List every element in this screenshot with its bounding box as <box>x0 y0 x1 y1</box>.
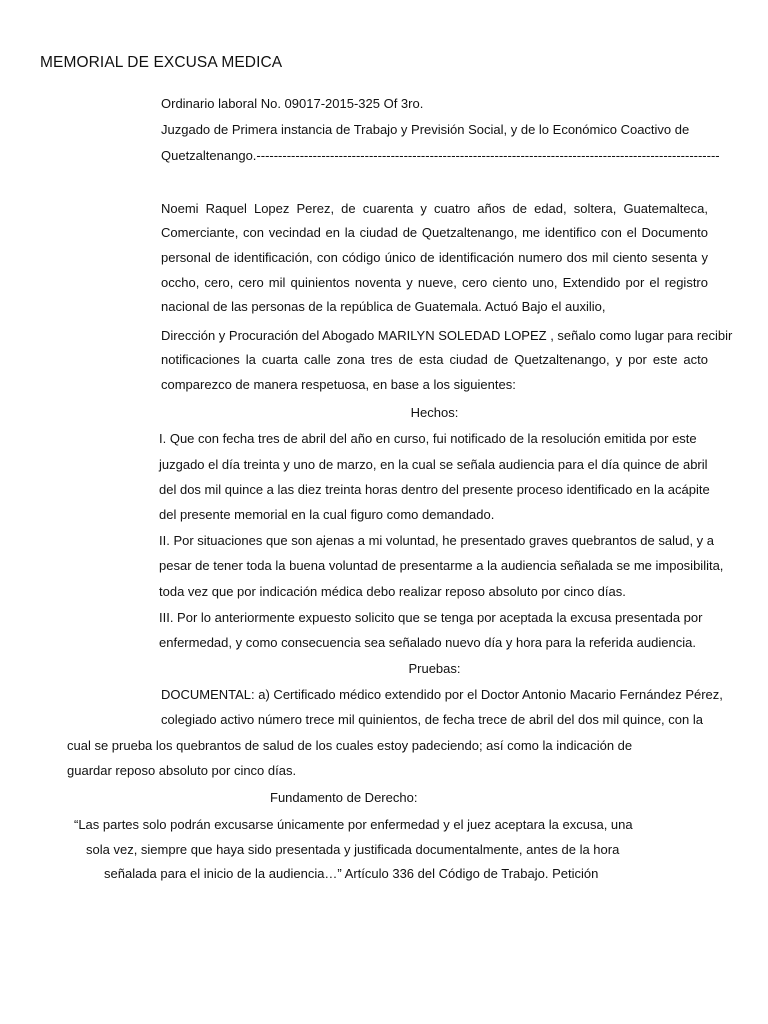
court-line-2: Quetzaltenango.----------------------------------------------------------------------------------------------------------- <box>161 148 720 163</box>
hechos-line: II. Por situaciones que son ajenas a mi voluntad, he presentado graves quebrantos de salud, y a <box>159 533 715 548</box>
intro-line: Dirección y Procuración del Abogado MARILYN SOLEDAD LOPEZ , señalo como lugar para recibir <box>161 328 733 343</box>
case-number-line: Ordinario laboral No. 09017-2015-325 Of 3ro. <box>161 96 424 111</box>
intro-line: notificaciones la cuarta calle zona tres de esta ciudad de Quetzaltenango, y por este acto <box>161 352 708 367</box>
hechos-line: toda vez que por indicación médica debo realizar reposo absoluto por cinco días. <box>159 584 626 599</box>
hechos-line: del presente memorial en la cual figuro como demandado. <box>159 507 495 522</box>
intro-line: Noemi Raquel Lopez Perez, de cuarenta y cuatro años de edad, soltera, Guatemalteca, <box>161 201 708 216</box>
pruebas-line: guardar reposo absoluto por cinco días. <box>67 763 297 778</box>
hechos-line: pesar de tener toda la buena voluntad de presentarme a la audiencia señalada se me imposibilita, <box>159 558 724 573</box>
fundamento-line: “Las partes solo podrán excusarse únicamente por enfermedad y el juez aceptara la excusa, una <box>74 817 633 832</box>
intro-line: Comerciante, con vecindad en la ciudad de Quetzaltenango, me identifico con el Documento <box>161 225 708 240</box>
pruebas-line: cual se prueba los quebrantos de salud de los cuales estoy padeciendo; así como la indicación de <box>67 738 633 753</box>
intro-line: personal de identificación, con código único de identificación numero dos mil ciento sesenta y <box>161 250 708 265</box>
pruebas-line: colegiado activo número trece mil quinientos, de fecha trece de abril del dos mil quince, con la <box>161 712 703 727</box>
intro-line: comparezco de manera respetuosa, en base a los siguientes: <box>161 377 516 392</box>
pruebas-line: DOCUMENTAL: a) Certificado médico extendido por el Doctor Antonio Macario Fernández Pérez, <box>161 687 723 702</box>
hechos-line: enfermedad, y como consecuencia sea señalado nuevo día y hora para la referida audiencia. <box>159 635 696 650</box>
hechos-line: I. Que con fecha tres de abril del año en curso, fui notificado de la resolución emitida por este <box>159 431 697 446</box>
fundamento-heading: Fundamento de Derecho: <box>270 790 418 805</box>
pruebas-heading: Pruebas: <box>408 661 461 676</box>
court-line-1: Juzgado de Primera instancia de Trabajo y Previsión Social, y de lo Económico Coactivo de <box>161 122 690 137</box>
document-title: MEMORIAL DE EXCUSA MEDICA <box>40 54 283 71</box>
fundamento-line: señalada para el inicio de la audiencia…” Artículo 336 del Código de Trabajo. Petición <box>104 866 599 881</box>
hechos-line: del dos mil quince a las diez treinta horas dentro del presente proceso identificado en la acápite <box>159 482 710 497</box>
hechos-line: juzgado el día treinta y uno de marzo, en la cual se señala audiencia para el día quince de abril <box>159 457 708 472</box>
hechos-line: III. Por lo anteriormente expuesto solicito que se tenga por aceptada la excusa presentada por <box>159 610 703 625</box>
hechos-heading: Hechos: <box>410 405 459 420</box>
intro-line: occho, cero, cero mil quinientos noventa y nueve, cero ciento uno, Extendido por el registro <box>161 275 708 290</box>
intro-line: nacional de las personas de la república de Guatemala. Actuó Bajo el auxilio, <box>161 299 606 314</box>
fundamento-line: sola vez, siempre que haya sido presentada y justificada documentalmente, antes de la hora <box>86 842 620 857</box>
